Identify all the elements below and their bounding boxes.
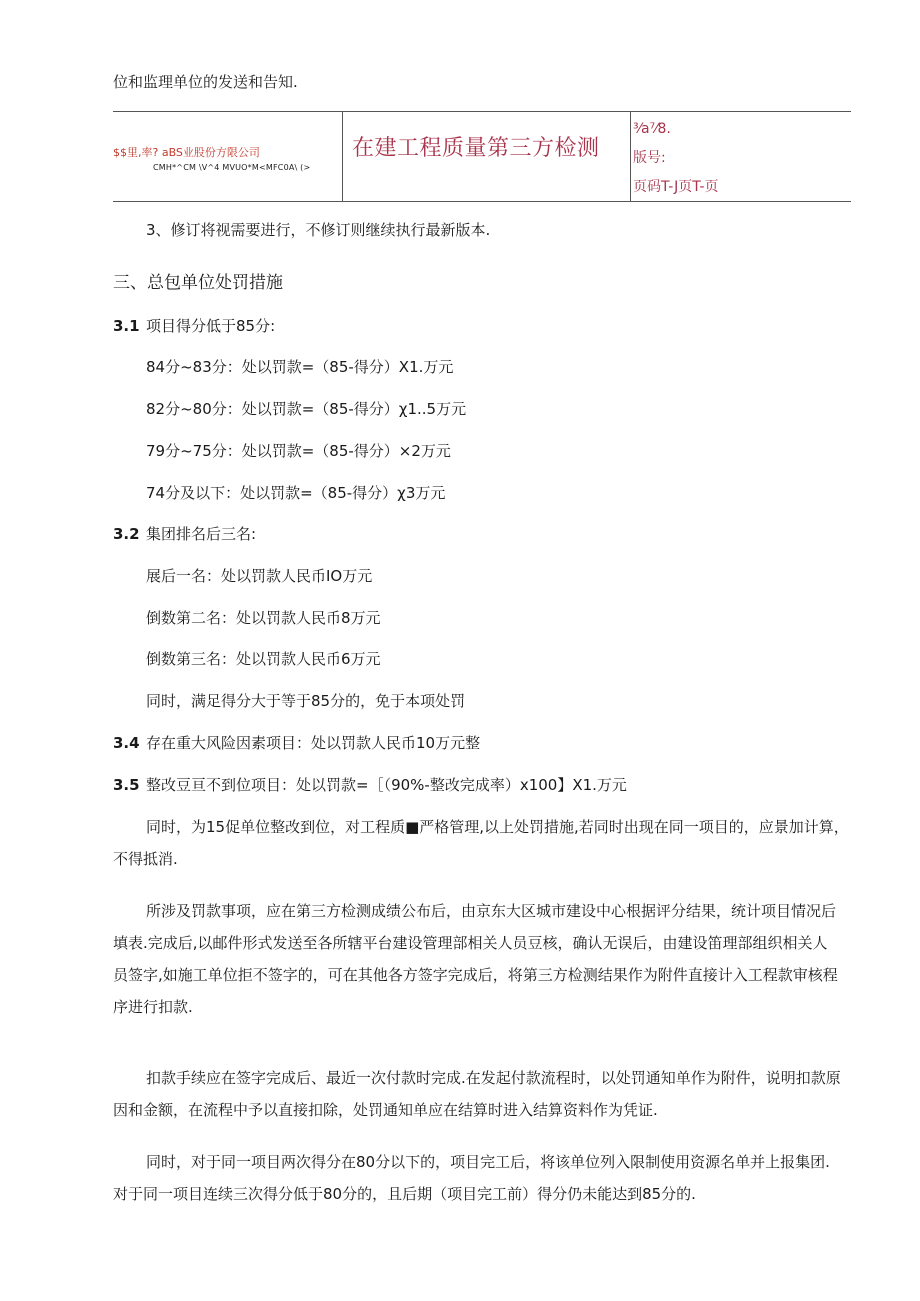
paragraph-line: 填表.完成后,以邮件形式发送至各所辖平台建设管理部相关人员豆核，确认无误后，由建设笛理部组织相关人 bbox=[113, 934, 828, 952]
header-divider-right bbox=[630, 111, 631, 202]
ranking-item: 同时，满足得分大于等于85分的，免于本项处罚 bbox=[146, 692, 466, 710]
penalty-item: 84分~83分：处以罚款=（85-得分）X1.万元 bbox=[146, 358, 454, 376]
paragraph-line: 因和金额，在流程中予以直接扣除，处罚通知单应在结算时进入结算资料作为凭证. bbox=[113, 1101, 658, 1119]
header-top-border bbox=[113, 111, 851, 112]
paragraph-line: 序进行扣款. bbox=[113, 998, 193, 1016]
header-page-number: 页码T-J页T-页 bbox=[633, 179, 719, 195]
paragraph-line: 不得抵消. bbox=[113, 850, 178, 868]
clause-text-3-5: 整改豆亘不到位项目：处以罚款=［（90%-整改完成率）x100】X1.万元 bbox=[146, 776, 627, 794]
ranking-item: 展后一名：处以罚款人民币IO万元 bbox=[146, 567, 373, 585]
paragraph-restriction bbox=[113, 1146, 858, 1210]
penalty-item: 82分~80分：处以罚款=（85-得分）χ1..5万元 bbox=[146, 400, 467, 418]
document-title: 在建工程质量第三方检测 bbox=[352, 136, 600, 161]
paragraph-settlement bbox=[113, 811, 858, 875]
clause-number-3-1: 3.1 bbox=[113, 317, 140, 335]
clause-number-3-2: 3.2 bbox=[113, 525, 140, 543]
paragraph-line: 同时，为15促单位整改到位，对工程质■严格管理,以上处罚措施,若同时出现在同一项目的，应景加计算， bbox=[146, 818, 849, 836]
header-divider-left bbox=[342, 111, 343, 202]
ranking-item: 倒数第三名：处以罚款人民币6万元 bbox=[146, 650, 381, 668]
paragraph-line: 同时，对于同一项目两次得分在80分以下的，项目完工后，将该单位列入限制使用资源名单并上报集团. bbox=[146, 1153, 830, 1171]
paragraph-line: 员签字,如施工单位拒不签字的，可在其他各方签字完成后，将第三方检测结果作为附件直接计入工程款审核程 bbox=[113, 966, 838, 984]
paragraph-procedure bbox=[113, 895, 858, 1023]
clause-title-3-2: 集团排名后三名: bbox=[146, 525, 257, 543]
company-subtitle: CMH*^CM \V^4 MVUO*M<MFC0A\ (> bbox=[153, 163, 311, 172]
clause-title-3-1: 项目得分低于85分: bbox=[146, 317, 276, 335]
clause-number-3-5: 3.5 bbox=[113, 776, 140, 794]
paragraph-deduction bbox=[113, 1062, 858, 1126]
section-heading: 三、总包单位处罚措施 bbox=[113, 273, 283, 293]
clause-text-3-4: 存在重大风险因素项目：处以罚款人民币10万元整 bbox=[146, 734, 481, 752]
clause-number-3-4: 3.4 bbox=[113, 734, 140, 752]
paragraph-line: 对于同一项目连续三次得分低于80分的，且后期（项目完工前）得分仍未能达到85分的. bbox=[113, 1185, 696, 1203]
penalty-item: 74分及以下：处以罚款=（85-得分）χ3万元 bbox=[146, 484, 446, 502]
header-bottom-border bbox=[113, 201, 851, 202]
intro-line: 位和监理单位的发送和告知. bbox=[113, 73, 298, 91]
header-version: 版号: bbox=[633, 150, 666, 166]
paragraph-line: 所涉及罚款事项，应在第三方检测成绩公布后，由京东大区城市建设中心根据评分结果，统计项目情况后 bbox=[146, 902, 837, 920]
revision-note: 3、修订将视需要进行，不修订则继续执行最新版本. bbox=[146, 221, 491, 239]
header-code: ³⁄a⁷⁄8. bbox=[633, 121, 671, 137]
penalty-item: 79分~75分：处以罚款=（85-得分）×2万元 bbox=[146, 442, 451, 460]
paragraph-line: 扣款手续应在签字完成后、最近一次付款时完成.在发起付款流程时，以处罚通知单作为附件，说明扣款原 bbox=[146, 1069, 841, 1087]
company-name: $$里,率? aBS业股份方限公司 bbox=[113, 146, 260, 159]
ranking-item: 倒数第二名：处以罚款人民币8万元 bbox=[146, 609, 381, 627]
